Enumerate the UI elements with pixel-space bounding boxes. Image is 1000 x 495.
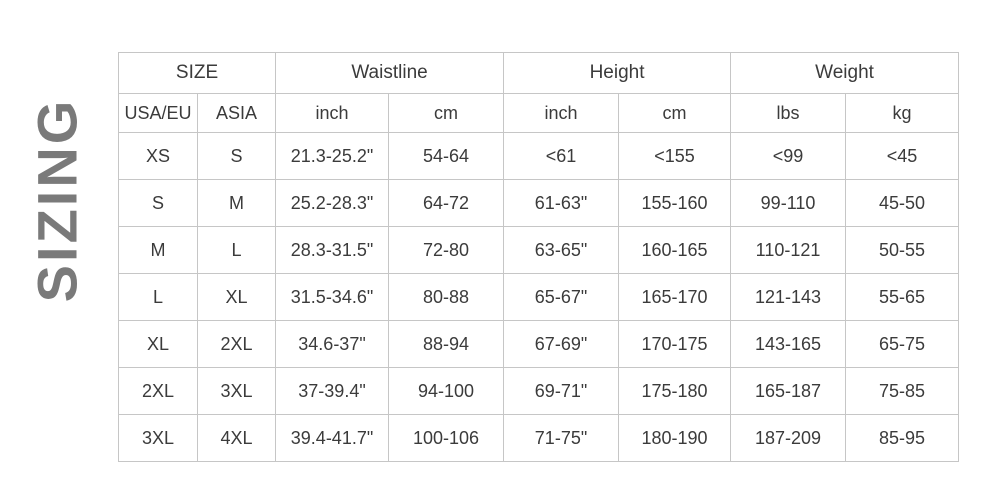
- size-cell: 65-67": [504, 274, 619, 321]
- size-cell: 165-170: [619, 274, 731, 321]
- sub-header-weight-lbs: lbs: [731, 94, 846, 133]
- size-cell: XL: [198, 274, 276, 321]
- size-cell: 100-106: [389, 415, 504, 462]
- size-row: [119, 368, 959, 415]
- sub-header-weight-kg: kg: [846, 94, 959, 133]
- group-header-weight: Weight: [731, 53, 959, 94]
- size-cell: 4XL: [198, 415, 276, 462]
- size-cell: 165-187: [731, 368, 846, 415]
- size-cell: L: [198, 227, 276, 274]
- size-cell: 65-75: [846, 321, 959, 368]
- size-cell: 110-121: [731, 227, 846, 274]
- size-cell: 34.6-37": [276, 321, 389, 368]
- size-cell: 63-65": [504, 227, 619, 274]
- size-cell: 2XL: [198, 321, 276, 368]
- sub-header-height-cm: cm: [619, 94, 731, 133]
- size-cell: 28.3-31.5": [276, 227, 389, 274]
- size-cell: 37-39.4": [276, 368, 389, 415]
- table-header: [119, 53, 959, 133]
- size-cell: 69-71": [504, 368, 619, 415]
- sub-header-asia: ASIA: [198, 94, 276, 133]
- size-cell: <155: [619, 133, 731, 180]
- size-cell: 21.3-25.2": [276, 133, 389, 180]
- size-cell: 143-165: [731, 321, 846, 368]
- size-cell: 67-69": [504, 321, 619, 368]
- size-row: [119, 133, 959, 180]
- size-row: [119, 415, 959, 462]
- size-cell: <45: [846, 133, 959, 180]
- group-header-height: Height: [504, 53, 731, 94]
- size-cell: 2XL: [119, 368, 198, 415]
- size-cell: 31.5-34.6": [276, 274, 389, 321]
- size-cell: XS: [119, 133, 198, 180]
- size-cell: S: [198, 133, 276, 180]
- size-cell: 85-95: [846, 415, 959, 462]
- size-cell: 54-64: [389, 133, 504, 180]
- size-cell: 99-110: [731, 180, 846, 227]
- size-cell: 25.2-28.3": [276, 180, 389, 227]
- size-cell: 50-55: [846, 227, 959, 274]
- group-header-row: [119, 53, 959, 94]
- size-cell: 170-175: [619, 321, 731, 368]
- sizing-vertical-label: SIZING: [25, 97, 89, 303]
- size-cell: 3XL: [198, 368, 276, 415]
- sub-header-waist-inch: inch: [276, 94, 389, 133]
- size-row: [119, 321, 959, 368]
- size-cell: 94-100: [389, 368, 504, 415]
- size-cell: 61-63": [504, 180, 619, 227]
- size-cell: 88-94: [389, 321, 504, 368]
- size-row: [119, 274, 959, 321]
- size-cell: 160-165: [619, 227, 731, 274]
- size-row: [119, 180, 959, 227]
- size-cell: S: [119, 180, 198, 227]
- sub-header-usa-eu: USA/EU: [119, 94, 198, 133]
- size-table: [118, 52, 959, 462]
- size-cell: 187-209: [731, 415, 846, 462]
- size-cell: <61: [504, 133, 619, 180]
- size-cell: 72-80: [389, 227, 504, 274]
- size-cell: 3XL: [119, 415, 198, 462]
- size-cell: 64-72: [389, 180, 504, 227]
- size-cell: <99: [731, 133, 846, 180]
- sub-header-row: [119, 94, 959, 133]
- size-cell: 80-88: [389, 274, 504, 321]
- size-cell: 75-85: [846, 368, 959, 415]
- group-header-waistline: Waistline: [276, 53, 504, 94]
- size-cell: 175-180: [619, 368, 731, 415]
- size-cell: 71-75": [504, 415, 619, 462]
- group-header-size: SIZE: [119, 53, 276, 94]
- size-cell: L: [119, 274, 198, 321]
- sub-header-waist-cm: cm: [389, 94, 504, 133]
- size-cell: 45-50: [846, 180, 959, 227]
- size-cell: 55-65: [846, 274, 959, 321]
- table-body: [119, 133, 959, 462]
- size-row: [119, 227, 959, 274]
- sub-header-height-inch: inch: [504, 94, 619, 133]
- size-cell: 121-143: [731, 274, 846, 321]
- size-cell: M: [119, 227, 198, 274]
- size-cell: 39.4-41.7": [276, 415, 389, 462]
- size-cell: XL: [119, 321, 198, 368]
- size-cell: 180-190: [619, 415, 731, 462]
- size-cell: M: [198, 180, 276, 227]
- size-cell: 155-160: [619, 180, 731, 227]
